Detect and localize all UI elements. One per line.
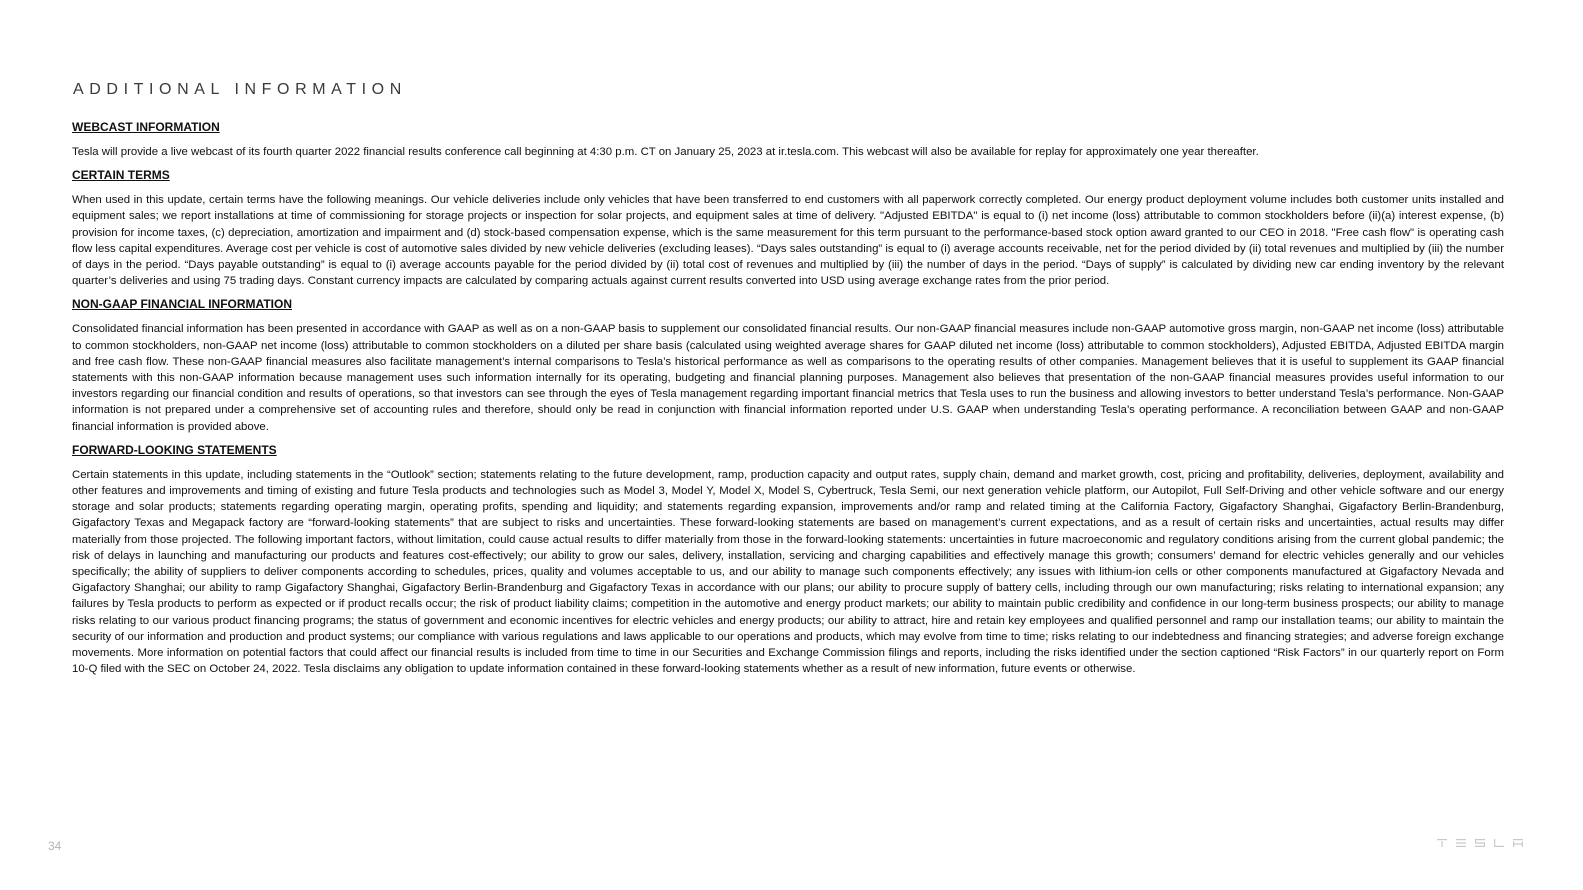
logo-letter-l-icon [1494, 839, 1504, 847]
page-number: 34 [48, 839, 62, 853]
section-non-gaap-financial-information [72, 297, 1504, 434]
section-heading: NON-GAAP FINANCIAL INFORMATION [72, 297, 292, 312]
logo-letter-t-icon [1437, 839, 1447, 847]
logo-letter-s-icon [1475, 839, 1485, 847]
logo-letter-a-icon [1513, 839, 1523, 847]
section-body: Certain statements in this update, including statements in the “Outlook” section; statements relating to the future development, ramp, production capacity and output rates, supply chain, demand and market growth, cost, pricing and profitability, deliveries, deployment, availability and other features and improvements and timing of existing and future Tesla products and technologies such as Model 3, Model Y, Model X, Model S, Cybertruck, Tesla Semi, our next generation vehicle platform, our Autopilot, Full Self-Driving and other vehicle software and our energy storage and solar products; statements regarding operating margin, operating profits, spending and liquidity; and statements regarding expansion, improvements and/or ramp and related timing at the California Factory, Gigafactory Shanghai, Gigafactory Berlin-Brandenburg, Gigafactory Texas and Megapack factory are “forward-looking statements” that are subject to risks and uncertainties. These forward-looking statements are based on management’s current expectations, and as a result of certain risks and uncertainties, actual results may differ materially from those projected. The following important factors, without limitation, could cause actual results to differ materially from those in the forward-looking statements: uncertainties in future macroeconomic and regulatory conditions arising from the current global pandemic; the risk of delays in launching and manufacturing our products and features cost-effectively; our ability to grow our sales, delivery, installation, servicing and charging capabilities and effectively manage this growth; consumers’ demand for electric vehicles generally and our vehicles specifically; the ability of suppliers to deliver components according to schedules, prices, quality and volumes acceptable to us, and our ability to manage such components effectively; any issues with lithium-ion cells or other components manufactured at Gigafactory Nevada and Gigafactory Shanghai; our ability to ramp Gigafactory Shanghai, Gigafactory Berlin-Brandenburg and Gigafactory Texas in accordance with our plans; our ability to procure supply of battery cells, including through our own manufacturing; risks relating to international expansion; any failures by Tesla products to perform as expected or if product recalls occur; the risk of product liability claims; competition in the automotive and energy product markets; our ability to maintain public credibility and confidence in our long-term business prospects; our ability to manage risks relating to our various product financing programs; the status of government and economic incentives for electric vehicles and energy products; our ability to attract, hire and retain key employees and qualified personnel and ramp our installation teams; our ability to maintain the security of our information and production and product systems; our compliance with various regulations and laws applicable to our operations and products, which may evolve from time to time; risks relating to our indebtedness and financing strategies; and adverse foreign exchange movements. More information on potential factors that could affect our financial results is included from time to time in our Securities and Exchange Commission filings and reports, including the risks identified under the section captioned “Risk Factors” in our quarterly report on Form 10-Q filed with the SEC on October 24, 2022. Tesla disclaims any obligation to update information contained in these forward-looking statements whether as a result of new information, future events or otherwise. [72, 468, 1504, 676]
section-webcast-information [72, 120, 1504, 160]
tesla-logo [1437, 839, 1523, 847]
section-body: When used in this update, certain terms have the following meanings. Our vehicle deliveries include only vehicles that have been transferred to end customers with all paperwork correctly completed. Our energy product deployment volume includes both customer units installed and equipment sales; we report installations at time of commissioning for storage projects or inspection for solar projects, and equipment sales at time of delivery. "Adjusted EBITDA" is equal to (i) net income (loss) attributable to common stockholders before (ii)(a) interest expense, (b) provision for income taxes, (c) depreciation, amortization and impairment and (d) stock-based compensation expense, which is the same measurement for this term pursuant to the performance-based stock option award granted to our CEO in 2018. "Free cash flow" is operating cash flow less capital expenditures. Average cost per vehicle is cost of automotive sales divided by new vehicle deliveries (excluding leases). “Days sales outstanding” is equal to (i) average accounts receivable, net for the period divided by (ii) total revenues and multiplied by (iii) the number of days in the period. “Days payable outstanding” is equal to (i) average accounts payable for the period divided by (ii) total cost of revenues and multiplied by (iii) the number of days in the period. “Days of supply” is calculated by dividing new car ending inventory by the relevant quarter’s deliveries and using 75 trading days. Constant currency impacts are calculated by comparing actuals against current results converted into USD using average exchange rates from the prior period. [72, 194, 1504, 288]
logo-letter-e-icon [1456, 839, 1466, 847]
section-body: Consolidated financial information has been presented in accordance with GAAP as well as on a non-GAAP basis to supplement our consolidated financial results. Our non-GAAP financial measures include non-GAAP automotive gross margin, non-GAAP net income (loss) attributable to common stockholders, non-GAAP net income (loss) attributable to common stockholders on a diluted per share basis (calculated using weighted average shares for GAAP diluted net income (loss) attributable to common stockholders), Adjusted EBITDA, Adjusted EBITDA margin and free cash flow. These non-GAAP financial measures also facilitate management’s internal comparisons to Tesla’s historical performance as well as comparisons to the operating results of other companies. Management believes that it is useful to supplement its GAAP financial statements with this non-GAAP information because management uses such information internally for its operating, budgeting and financial planning purposes. Management also believes that presentation of the non-GAAP financial measures provides useful information to our investors regarding our financial condition and results of operations, so that investors can see through the eyes of Tesla management regarding important financial metrics that Tesla uses to run the business and allowing investors to better understand Tesla’s performance. Non-GAAP information is not prepared under a comprehensive set of accounting rules and therefore, should only be read in conjunction with financial information reported under U.S. GAAP when understanding Tesla’s operating performance. A reconciliation between GAAP and non-GAAP financial information is provided above. [72, 323, 1504, 433]
section-heading: CERTAIN TERMS [72, 168, 170, 183]
section-heading: FORWARD-LOOKING STATEMENTS [72, 442, 277, 457]
section-forward-looking-statements [72, 443, 1504, 678]
section-certain-terms [72, 168, 1504, 289]
page-title: ADDITIONAL INFORMATION [73, 81, 407, 98]
document-body [72, 120, 1504, 685]
section-heading: WEBCAST INFORMATION [72, 120, 220, 134]
section-body: Tesla will provide a live webcast of its fourth quarter 2022 financial results conference call beginning at 4:30 p.m. CT on January 25, 2023 at ir.tesla.com. This webcast will also be available for replay for approximately one year thereafter. [72, 146, 1259, 158]
